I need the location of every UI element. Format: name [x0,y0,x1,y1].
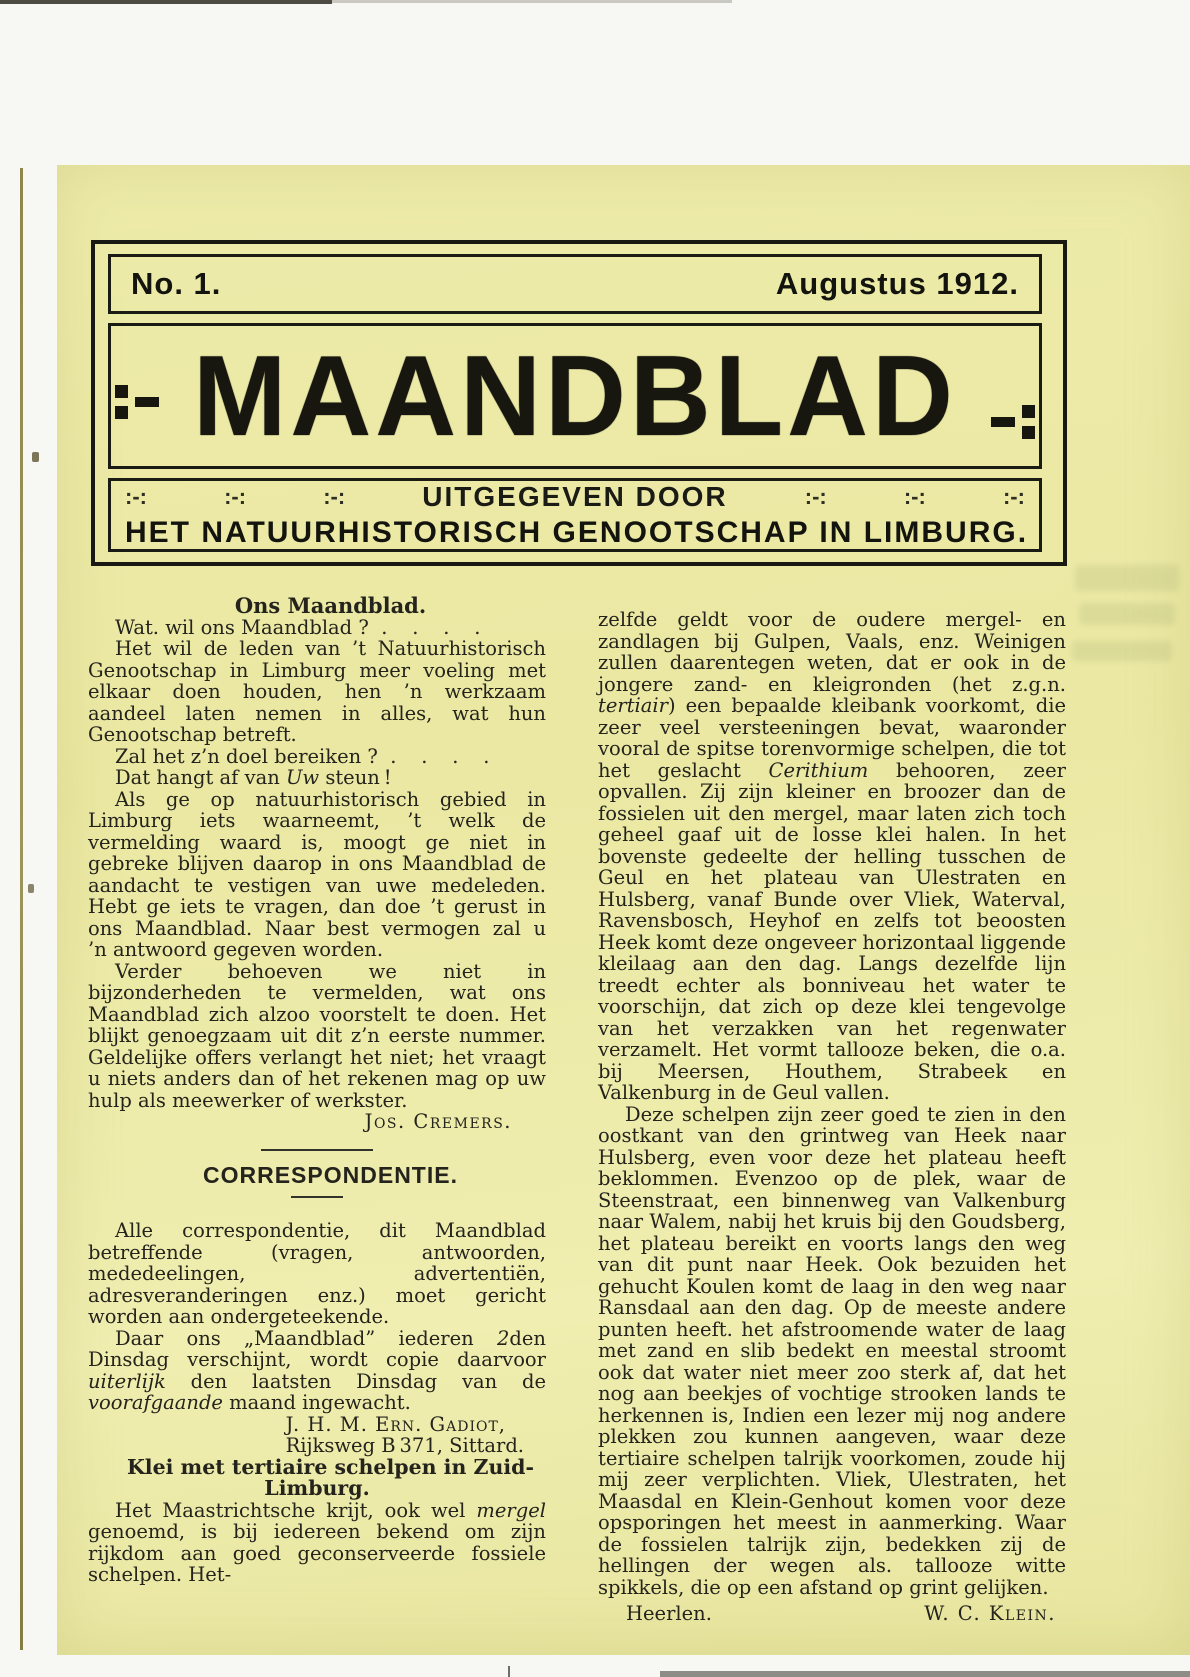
paragraph: Verder behoeven we niet in bijzonderheden te vermelden, wat ons Maandblad zich alzoo voorstelt te doen. Het blijkt genoegzaam uit dit z’n eerste nummer. Geldelijke offers verlangt het niet; het vraagt u niets anders dan of het rekenen mag op uw hulp als meewerker of werkster. [88,959,546,1112]
section-heading-correspondentie: CORRESPONDENTIE. [203,1161,458,1188]
scan-artifact-mark [28,884,34,893]
scan-artifact-left-edge [20,168,23,1650]
paragraph: Het Maastrichtsche krijt, ook wel mergel genoemd, is bij iedereen bekend om zijn rijkdom aan goed geconserveerde fossiele schelpen. Het- [88,1498,546,1586]
scan-artifact-top-line-light [332,0,732,3]
issue-number: No. 1. [131,266,222,301]
paragraph: Dat hangt af van Uw steun ! [115,766,392,789]
paragraph: Deze schelpen zijn zeer goed te zien in den oostkant van den grintweg van Heek naar Hulsberg, even voor deze het plateau heeft beklommen. Evenzoo op de plek, waar de Steenstraat, een binnenweg van Valkenburg naar Walem, nabij het kruis bij den Goudsberg, het plateau bereikt en voorts langs den weg van dit punt naar Heek. Ook bezuiden het gehucht Koulen komt de laag in den weg naar Ransdaal aan den dag. Op de meeste andere punten heeft. het afstroomende water de laag met zand en slib bedekt en meestal stroomt ook dat water niet meer zoo sterk af, dat het nog aan beekjes of vochtige strooken lands te herkennen is, Indien een lezer mij nog andere plekken zou kunnen aangeven, waar deze tertiaire schelpen talrijk voorkomen, zoude hij mij zeer verplichten. Vliek, Ulestraten, het Maasdal en Klein-Genhout komen voor deze opsporingen het meest in aanmerking. Waar de fossielen talrijk zijn, bedekken zij de hellingen der wegen als. tallooze witte spikkels, die op een afstand op grint gelijken. [598,1102,1066,1599]
page-title: MAANDBLAD [193,331,957,460]
ornament: :-: [224,483,247,509]
ornament: :-: [903,483,926,509]
section-heading-ons-maandblad: Ons Maandblad. [234,593,427,618]
signature-gadiot-name: J. H. M. Ern. Gadiot, [285,1412,506,1436]
scan-artifact-mark [32,452,39,462]
paragraph: Alle correspondentie, dit Maandblad betreffende (vragen, antwoorden, mededeelingen, advertentiën, adresveranderingen enz.) moet gericht worden aan ondergeteekende. [88,1219,546,1328]
ink-bleed-ghost [1075,565,1179,591]
closing-place: Heerlen. [626,1602,712,1625]
ink-bleed-ghost [1079,603,1175,625]
issue-date: Augustus 1912. [775,266,1019,301]
signature-gadiot-address: Rijksweg B 371, Sittard. [285,1434,524,1457]
right-column [598,609,1066,1625]
ornament: :-: [804,483,827,509]
ornament: :-: [323,483,346,509]
ink-bleed-ghost [1072,641,1172,661]
publisher-box [108,478,1042,552]
issue-date-box [108,254,1042,314]
signature-cremers: Jos. Cremers. [364,1110,512,1133]
closing-author: W. C. Klein. [924,1602,1056,1625]
paragraph: Wat. wil ons Maandblad ? . . . . [115,615,481,639]
publisher-name: HET NATUURHISTORISCH GENOOTSCHAP IN LIMBURG. [125,515,1029,549]
scan-artifact-top-line [0,0,332,4]
section-heading-klei: Klei met tertiaire schelpen in Zuid-Limburg. [126,1454,535,1500]
section-divider [261,1149,373,1151]
masthead-frame [91,240,1067,566]
ornament: :-: [1002,483,1025,509]
title-ornament-left [115,385,159,419]
title-ornament-right [991,405,1035,439]
publisher-line1 [125,481,1025,513]
closing-line [598,1603,1066,1625]
ornament: :-: [125,483,147,509]
scan-artifact-tick [508,1666,510,1677]
paragraph: zelfde geldt voor de oudere mergel- en zandlagen bij Gulpen, Vaals, enz. Weinigen zullen daarentegen weten, dat er ook in de jongere zand- en kleigronden (het z.g.n. tertiair) een bepaalde kleibank voorkomt, die zeer veel versteeningen bevat, waaronder vooral de spitse torenvormige schelpen, die tot het geslacht Cerithium behooren, zeer opvallen. Zij zijn kleiner en broozer dan de fossielen uit den mergel, maar laten zich toch geheel gaaf uit de losse klei halen. In het bovenste gedeelte der helling tusschen de Geul en het plateau van Ulestraten en Hulsberg, vanaf Bunde over Vliek, Waterval, Ravensbosch, Heyhof en zelfs tot beoosten Heek komt deze ongeveer horizontaal liggende kleilaag aan den dag. Langs dezelfde lijn treedt echter als bonniveau het water te voorschijn, dat zich op deze klei tengevolge van het verzakken van het regenwater verzamelt. Het vormt tallooze beken, die o.a. bij Meersen, Houthem, Strabeek en Valkenburg in de Geul vallen. [598,608,1066,1104]
paragraph: Zal het z’n doel bereiken ? . . . . [115,744,490,768]
published-by-label: UITGEGEVEN DOOR [422,480,728,512]
paragraph: Als ge op natuurhistorisch gebied in Limburg iets waarneemt, ’t welk de vermelding waard is, moogt ge niet in gebreke blijven daarop in ons Maandblad de aandacht te vestigen van uwe medeleden. Hebt ge iets te vragen, dan doe ’t gerust in ons Maandblad. Naar best vermogen zal u ’n antwoord gegeven worden. [88,787,546,961]
heading-divider [291,1196,343,1198]
title-box [108,323,1042,469]
scan-artifact-bottom-bar [660,1671,1190,1677]
paragraph: Daar ons „Maandblad” iederen 2den Dinsdag verschijnt, wordt copie daarvoor uiterlijk den laatsten Dinsdag van de voorafgaande maand ingewacht. [88,1326,546,1414]
left-column [88,595,546,1586]
paragraph: Het wil de leden van ’t Natuurhistorisch Genootschap in Limburg meer voeling met elkaar doen houden, hen ’n werkzaam aandeel laten nemen in alles, wat hun Genootschap betreft. [88,637,546,746]
paper-sheet [57,165,1190,1655]
